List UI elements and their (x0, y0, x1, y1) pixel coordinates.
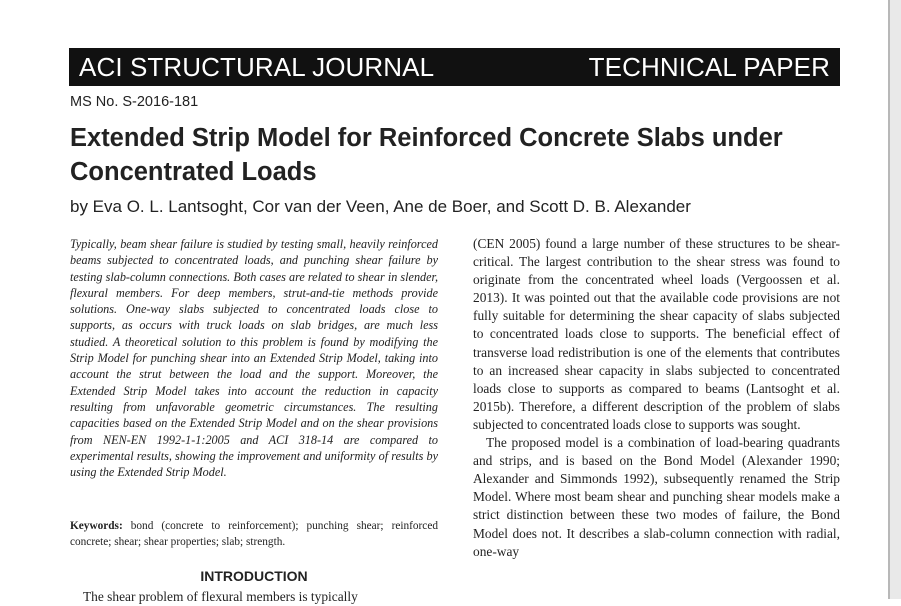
keywords (70, 518, 438, 550)
introduction-heading: INTRODUCTION (200, 568, 308, 584)
paper-title: Extended Strip Model for Reinforced Concrete Slabs under Concentrated Loads (70, 124, 783, 186)
right-column-paragraph-2: The proposed model is a combination of load-bearing quadrants and strips, and is based on the Bond Model (Alexander 1990; Alexander and Simmonds 1992), subsequently renamed the Strip Model. Where most beam shear and punching shear models make a strict distinction between these two modes of failure, the Bond Model does not. It describes a slab-column connection with radial, one-way (473, 435, 840, 559)
page-edge-shade (890, 0, 901, 599)
journal-banner (69, 48, 840, 86)
introduction-first-line: The shear problem of flexural members is typically (83, 589, 358, 604)
right-column (473, 235, 840, 561)
keywords-text: bond (concrete to reinforcement); punching shear; reinforced concrete; shear; shear properties; slab; strength. (70, 520, 438, 548)
journal-name: ACI STRUCTURAL JOURNAL (79, 51, 435, 82)
right-column-paragraph-1: (CEN 2005) found a large number of these structures to be shear-critical. The largest contribution to the shear stress was found to originate from the concentrated wheel loads (Vergoossen et al. 2013). It was pointed out that the available code provisions are not fully suitable for determining the shear capacity of slabs subjected to concentrated loads close to supports. The beneficial effect of transverse load redistribution is one of the elements that contributes to an increased shear capacity in slabs subjected to concentrated loads close to supports as compared to beams (Lantsoght et al. 2015b). Therefore, a different description of the problem of slabs subjected to concentrated loads close to supports was sought. (473, 236, 840, 432)
keywords-label: Keywords: (70, 520, 123, 532)
abstract: Typically, beam shear failure is studied by testing small, heavily reinforced beams subjected to concentrated loads, and punching shear failure by testing slab-column connections. Both cases are related to shear in slender, flexural members. For deep members, strut-and-tie methods provide solutions. One-way slabs subjected to concentrated loads close to supports, as occurs with truck loads on slab bridges, are much less studied. A theoretical solution to this problem is found by modifying the Strip Model for punching shear into an Extended Strip Model, taking into account the strut between the load and the support. Moreover, the Extended Strip Model takes into account the reduction in capacity resulting from unfavorable geometric circumstances. The resulting capacities based on the Extended Strip Model and on the shear provisions from NEN-EN 1992-1-1:2005 and ACI 318-14 are compared to experimental results, showing the improvement and uniformity of results by using the Extended Strip Model. (70, 237, 438, 480)
author-list: by Eva O. L. Lantsoght, Cor van der Veen, Ane de Boer, and Scott D. B. Alexander (70, 197, 691, 216)
manuscript-number: MS No. S-2016-181 (70, 94, 199, 110)
paper-type: TECHNICAL PAPER (588, 51, 830, 82)
